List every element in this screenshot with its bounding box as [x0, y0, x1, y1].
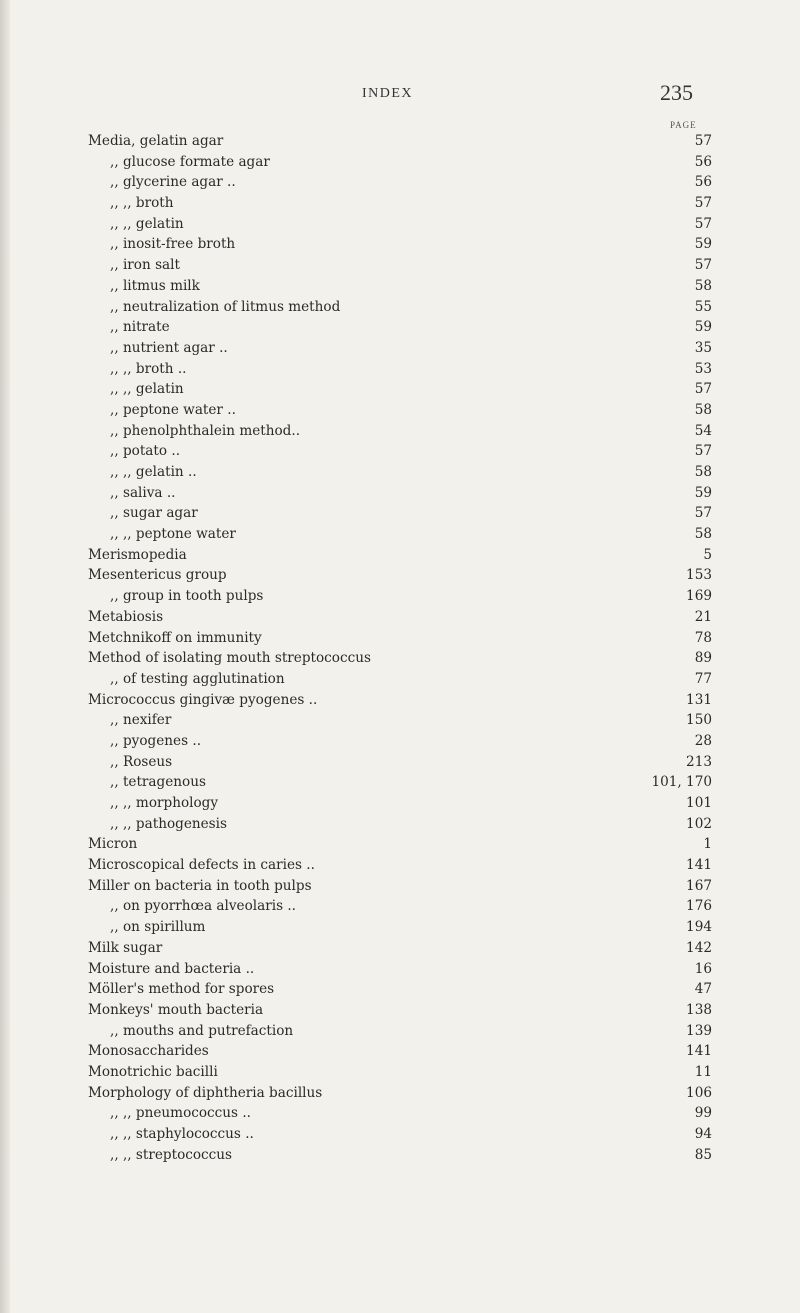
entry-text: Monkeys' mouth bacteria	[88, 1001, 264, 1018]
index-entry	[0, 586, 800, 607]
entry-page-number: 150	[686, 712, 712, 729]
entry-page-number: 101, 170	[651, 774, 712, 791]
index-entry	[0, 834, 800, 855]
entry-text: Metabiosis	[88, 608, 164, 625]
index-entry	[0, 938, 800, 959]
entry-page-number: 141	[686, 857, 712, 874]
entry-text: Media, gelatin agar	[88, 133, 224, 149]
entry-page-number: 57	[694, 257, 712, 274]
index-entry	[0, 876, 800, 897]
index-entry	[0, 255, 800, 276]
index-entry	[0, 1083, 800, 1104]
entry-text: Milk sugar	[88, 939, 163, 956]
entry-page-number: 142	[686, 939, 712, 956]
index-entry	[0, 710, 800, 731]
index-entry	[0, 234, 800, 255]
entry-page-number: 94	[694, 1126, 712, 1142]
entry-page-number: 47	[694, 981, 712, 998]
entry-text: ,, nexifer	[110, 712, 172, 729]
index-entry	[0, 959, 800, 980]
entry-page-number: 57	[694, 381, 712, 398]
entry-text: ,, ,, peptone water	[110, 526, 236, 543]
entry-text: ,, ,, broth	[110, 195, 174, 212]
entry-text: ,, mouths and putrefaction	[110, 1022, 294, 1039]
entry-page-number: 56	[694, 153, 712, 170]
index-entry	[0, 814, 800, 835]
entry-text: Metchnikoff on immunity	[88, 629, 262, 646]
index-entry	[0, 400, 800, 421]
entry-page-number: 139	[686, 1022, 712, 1039]
entry-text: ,, Roseus	[110, 753, 173, 770]
entry-page-number: 11	[694, 1063, 712, 1080]
index-entries	[0, 131, 800, 1165]
entry-text: Moisture and bacteria ..	[88, 960, 255, 977]
index-entry	[0, 1103, 800, 1124]
index-entry	[0, 855, 800, 876]
entry-page-number: 102	[686, 815, 712, 832]
entry-text: Monotrichic bacilli	[88, 1063, 218, 1080]
entry-page-number: 101	[686, 795, 712, 811]
entry-text: Mesentericus group	[88, 567, 227, 584]
entry-text: ,, ,, pneumococcus ..	[110, 1105, 251, 1122]
entry-text: ,, ,, gelatin ..	[110, 464, 197, 480]
index-entry	[0, 1062, 800, 1083]
entry-page-number: 59	[694, 236, 712, 253]
index-entry	[0, 607, 800, 628]
index-entry	[0, 379, 800, 400]
index-entry	[0, 297, 800, 318]
entry-text: ,, ,, gelatin	[110, 215, 184, 232]
index-entry	[0, 669, 800, 690]
entry-text: ,, litmus milk	[110, 277, 200, 294]
entry-text: ,, phenolphthalein method..	[110, 422, 301, 439]
entry-page-number: 5	[703, 546, 712, 563]
index-entry	[0, 1124, 800, 1145]
index-entry	[0, 483, 800, 504]
entry-text: ,, group in tooth pulps	[110, 588, 264, 605]
entry-page-number: 16	[694, 960, 712, 977]
index-entry	[0, 152, 800, 173]
entry-text: ,, ,, broth ..	[110, 360, 187, 377]
entry-text: ,, on pyorrhœa alveolaris ..	[110, 898, 297, 915]
entry-text: Morphology of diphtheria bacillus	[88, 1084, 323, 1101]
entry-page-number: 54	[694, 422, 712, 439]
entry-text: ,, ,, morphology	[110, 795, 219, 811]
index-entry	[0, 917, 800, 938]
index-entry	[0, 648, 800, 669]
entry-page-number: 35	[694, 339, 712, 356]
entry-page-number: 1	[703, 836, 712, 853]
index-entry	[0, 503, 800, 524]
entry-page-number: 106	[686, 1084, 712, 1101]
entry-text: ,, glycerine agar ..	[110, 174, 236, 191]
entry-text: ,, ,, pathogenesis	[110, 815, 227, 832]
entry-page-number: 89	[694, 650, 712, 667]
entry-text: ,, iron salt	[110, 257, 180, 274]
entry-page-number: 28	[694, 732, 712, 749]
entry-text: ,, on spirillum	[110, 919, 206, 936]
entry-page-number: 59	[694, 319, 712, 336]
entry-page-number: 85	[694, 1146, 712, 1163]
index-entry	[0, 545, 800, 566]
index-entry	[0, 752, 800, 773]
index-entry	[0, 690, 800, 711]
entry-page-number: 57	[694, 215, 712, 232]
entry-text: Miller on bacteria in tooth pulps	[88, 877, 312, 894]
entry-text: Möller's method for spores	[88, 981, 275, 998]
entry-page-number: 57	[694, 195, 712, 212]
entry-page-number: 131	[686, 691, 712, 708]
entry-page-number: 167	[686, 877, 712, 894]
entry-page-number: 59	[694, 484, 712, 501]
entry-page-number: 213	[686, 753, 712, 770]
index-entry	[0, 441, 800, 462]
entry-page-number: 138	[686, 1001, 712, 1018]
entry-page-number: 58	[694, 401, 712, 418]
entry-text: ,, ,, staphylococcus ..	[110, 1126, 254, 1142]
index-entry	[0, 131, 800, 152]
index-entry	[0, 1145, 800, 1166]
entry-page-number: 21	[694, 608, 712, 625]
entry-text: ,, of testing agglutination	[110, 670, 285, 687]
page-header	[0, 80, 800, 108]
entry-text: ,, peptone water ..	[110, 401, 236, 418]
entry-text: ,, sugar agar	[110, 505, 198, 522]
entry-page-number: 194	[686, 919, 712, 936]
entry-text: ,, neutralization of litmus method	[110, 298, 341, 315]
index-entry	[0, 772, 800, 793]
index-entry	[0, 421, 800, 442]
running-title: INDEX	[362, 86, 414, 101]
page-number: 235	[660, 80, 693, 105]
entry-page-number: 77	[694, 670, 712, 687]
entry-text: ,, ,, streptococcus	[110, 1146, 233, 1163]
entry-text: ,, pyogenes ..	[110, 732, 202, 749]
index-entry	[0, 214, 800, 235]
index-entry	[0, 793, 800, 814]
index-entry	[0, 896, 800, 917]
entry-text: ,, inosit-free broth	[110, 236, 236, 253]
index-entry	[0, 524, 800, 545]
entry-text: Micrococcus gingivæ pyogenes ..	[88, 691, 318, 708]
entry-page-number: 141	[686, 1043, 712, 1060]
entry-text: ,, tetragenous	[110, 774, 206, 791]
index-entry	[0, 172, 800, 193]
entry-page-number: 78	[694, 629, 712, 646]
index-entry	[0, 979, 800, 1000]
entry-page-number: 57	[694, 443, 712, 460]
index-entry	[0, 359, 800, 380]
entry-text: Method of isolating mouth streptococcus	[88, 650, 371, 667]
entry-page-number: 58	[694, 464, 712, 480]
entry-text: ,, nitrate	[110, 319, 170, 336]
entry-page-number: 169	[686, 588, 712, 605]
entry-page-number: 56	[694, 174, 712, 191]
index-entry	[0, 317, 800, 338]
index-entry	[0, 731, 800, 752]
entry-page-number: 58	[694, 526, 712, 543]
entry-text: Microscopical defects in caries ..	[88, 857, 315, 874]
index-entry	[0, 565, 800, 586]
index-entry	[0, 193, 800, 214]
index-entry	[0, 462, 800, 483]
entry-text: ,, ,, gelatin	[110, 381, 184, 398]
entry-text: ,, saliva ..	[110, 484, 176, 501]
entry-page-number: 53	[694, 360, 712, 377]
entry-page-number: 57	[694, 133, 712, 149]
page-column-heading: PAGE	[670, 120, 697, 130]
index-entry	[0, 338, 800, 359]
index-entry	[0, 276, 800, 297]
index-entry	[0, 628, 800, 649]
entry-page-number: 57	[694, 505, 712, 522]
entry-text: ,, potato ..	[110, 443, 181, 460]
index-entry	[0, 1021, 800, 1042]
entry-page-number: 58	[694, 277, 712, 294]
entry-text: ,, nutrient agar ..	[110, 339, 228, 356]
entry-page-number: 99	[694, 1105, 712, 1122]
index-entry	[0, 1041, 800, 1062]
entry-text: ,, glucose formate agar	[110, 153, 270, 170]
entry-text: Micron	[88, 836, 138, 853]
entry-page-number: 176	[686, 898, 712, 915]
entry-text: Merismopedia	[88, 546, 187, 563]
entry-text: Monosaccharides	[88, 1043, 209, 1060]
entry-page-number: 153	[686, 567, 712, 584]
index-entry	[0, 1000, 800, 1021]
entry-page-number: 55	[694, 298, 712, 315]
